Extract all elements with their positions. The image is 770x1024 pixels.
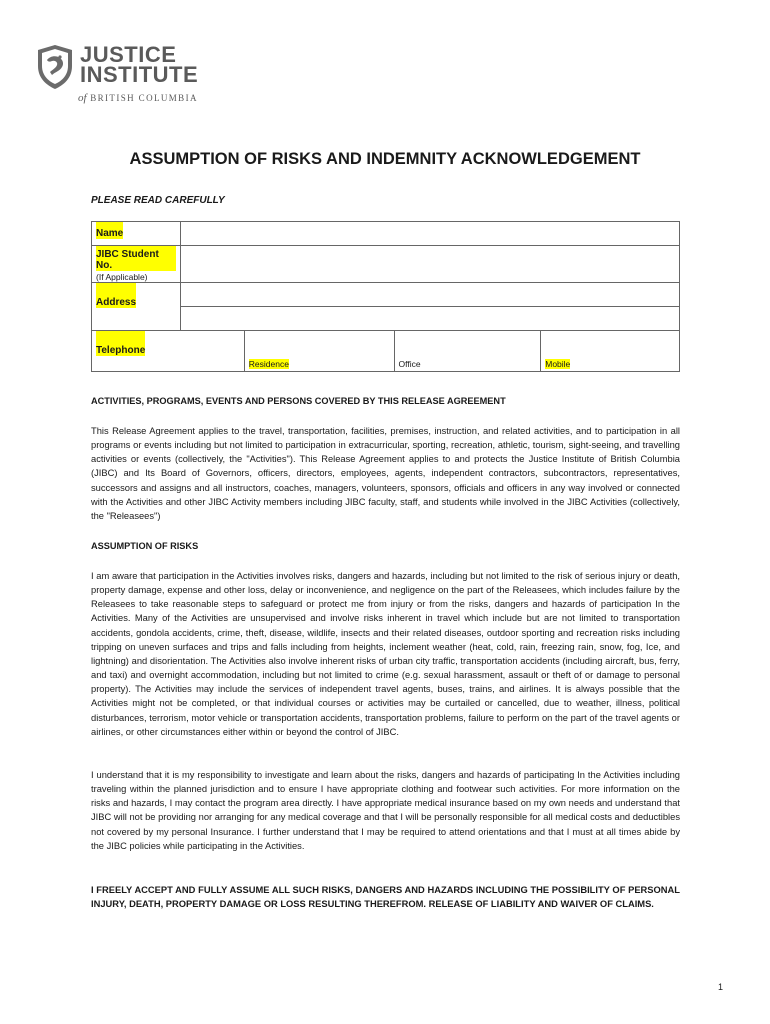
office-label: Office	[398, 359, 421, 369]
section-activities-heading: ACTIVITIES, PROGRAMS, EVENTS AND PERSONS COVERED BY THIS RELEASE AGREEMENT	[91, 396, 506, 406]
address-label: Address	[96, 283, 136, 308]
student-no-field[interactable]	[180, 246, 679, 283]
telephone-label-cell	[92, 331, 245, 372]
student-no-label-cell	[92, 246, 181, 283]
name-label-cell	[92, 222, 181, 246]
shield-crest-icon	[36, 44, 74, 90]
document-title: ASSUMPTION OF RISKS AND INDEMNITY ACKNOWLEDGEMENT	[129, 150, 641, 168]
logo-text-british-columbia: BRITISH COLUMBIA	[90, 93, 198, 103]
logo-text-of: of	[78, 92, 87, 104]
name-label: Name	[96, 222, 123, 239]
logo-text-justice: JUSTICE	[80, 42, 177, 67]
office-phone-field[interactable]	[394, 331, 541, 372]
residence-phone-field[interactable]	[244, 331, 394, 372]
read-carefully-note: PLEASE READ CAREFULLY	[91, 195, 225, 206]
risks-paragraph-2: I understand that it is my responsibility to investigate and learn about the risks, dangers and hazards of participating In the Activities including traveling within the planned jurisdiction and to ensure I have appropriate clothing and footwear such activities. For more information on the risks and hazards, I may contact the program area directly. I have appropriate medical insurance based on my own needs and understand that JIBC will not be providing nor arranging for any medical coverage and that I will be personally responsible for all medical costs and deductibles not covered by my personal Insurance. I further understand that I may be required to attend orientations and that I must at all times abide by the JIBC policies while participating in the Activities.	[91, 770, 680, 851]
participant-info-form	[91, 221, 680, 372]
logo-text-bc	[78, 92, 198, 104]
section-activities-body: This Release Agreement applies to the travel, transportation, facilities, premises, instruction, and related activities, and to participation in all programs or events including but not limited to participation in extracurricular, sporting, recreation, athletic, tourism, sight-seeing, and travelling activities or events (collectively, the "Activities"). This Release Agreement applies to and protects the Justice Institute of British Columbia (JIBC) and Its Board of Governors, officers, directors, employees, agents, independent contractors, subcontractors, representatives, successors and assigns and all instructors, coaches, managers, volunteers, sponsors, officials and officers in any way involved or connected with the Activities and other JIBC Activity members including JIBC faculty, staff, and students while involved in the JIBC Activities (collectively, the "Releasees")	[91, 426, 680, 521]
logo-text-institute: INSTITUTE	[80, 62, 199, 87]
jibc-logo	[36, 42, 216, 106]
risks-acceptance-statement: I FREELY ACCEPT AND FULLY ASSUME ALL SUCH RISKS, DANGERS AND HAZARDS INCLUDING THE POSSIBILITY OF PERSONAL INJURY, DEATH, PROPERTY DAMAGE OR LOSS RESULTING THEREFROM. RELEASE OF LIABILITY AND WAIVER OF CLAIMS.	[91, 885, 680, 910]
mobile-phone-field[interactable]	[541, 331, 680, 372]
student-no-note: (If Applicable)	[96, 272, 148, 282]
address-field-line2[interactable]	[180, 307, 679, 331]
risks-paragraph-1: I am aware that participation in the Activities involves risks, dangers and hazards, including but not limited to the risk of serious injury or death, property damage, expense and other loss, delay or inconvenience, and negligence on the part of the Releasees, which includes failure by the Releasees to take reasonable steps to safeguard or protect me from injury or from the risks, dangers and hazards of participation In the Activities. Many of the Activities are unsupervised and involve risks inherent in travel which include but are not limited to transportation accidents, gondola accidents, crime, theft, disease, wildlife, insects and their related diseases, outdoor sporting and recreation risks including tripping on uneven surfaces and trips and falls including from heights, inclement weather (heat, cold, rain, freezing rain, snow, fog, Ice, and lightning) and disorientation. The Activities also involve inherent risks of urban city traffic, transportation accidents (including aircraft, bus, ferry, and taxi) and overnight accommodation, including but not limited to crime (e.g. sexual harassment, assault or theft of or damage to personal property). The Activities may include the services of independent travel agents, buses, trains, and airlines. It is always possible that the Activities might not be completed, or that individual courses or activities may be curtailed or cancelled, due to weather, illness, political disturbances, terrorism, motor vehicle or transportation accidents, transportation problems, failure to perform on the part of the travel agents or airlines, or other circumstances either within or beyond the control of JIBC.	[91, 571, 680, 737]
name-field[interactable]	[180, 222, 679, 246]
address-label-cell	[92, 283, 181, 331]
address-field-line1[interactable]	[180, 283, 679, 307]
page-number: 1	[718, 982, 724, 992]
mobile-label: Mobile	[545, 359, 571, 369]
residence-label: Residence	[248, 359, 289, 369]
telephone-label: Telephone	[96, 331, 145, 356]
student-no-label: JIBC Student No.	[96, 246, 176, 271]
section-risks-heading: ASSUMPTION OF RISKS	[91, 541, 199, 551]
